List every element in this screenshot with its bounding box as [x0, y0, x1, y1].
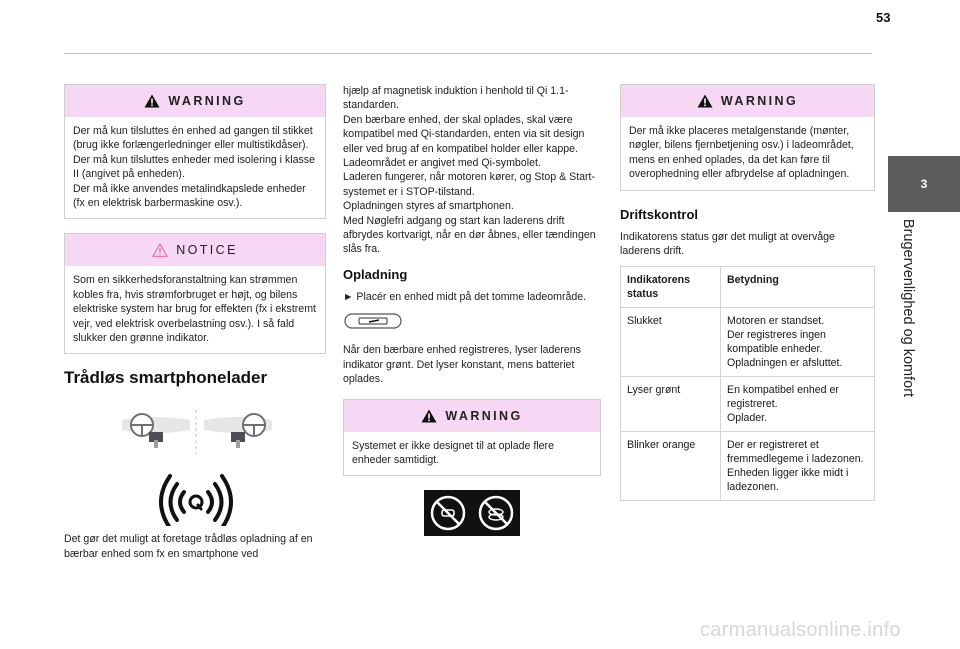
- meaning-cell: [721, 308, 875, 377]
- notice-text: Som en sikkerhedsforanstaltning kan strømmen kobles fra, hvis strømforbruget er højt, og bilens elektriske system har brug for effekten (fx i ekstremt vejr, ved elektrisk overbelastning osv.). I så fald slukker den grønne indikator.: [73, 274, 316, 345]
- dashboard-right-icon: [204, 414, 272, 448]
- table-header: Betydning: [721, 267, 875, 308]
- charging-pad-indicator: [343, 312, 601, 335]
- table-header: Indikatorens status: [621, 267, 721, 308]
- dashboard-left-icon: [122, 414, 190, 448]
- section-heading: Trådløs smartphonelader: [64, 368, 268, 388]
- prohibited-items-illustration: [343, 490, 601, 536]
- warning-text: Systemet er ikke designet til at oplade flere enheder samtidigt.: [352, 439, 554, 466]
- warning-header: [344, 400, 600, 432]
- warning-line: Der må ikke anvendes metalindkapslede enheder (fx en elektrisk barbermaskine osv.).: [73, 182, 306, 210]
- continuation-line: Ladeområdet er angivet med Qi-symbolet.: [343, 157, 541, 170]
- charging-pad-icon: [343, 312, 407, 330]
- qi-wireless-icon: [161, 476, 231, 526]
- meaning-line: Der er registreret et fremmedlegeme i ladezonen.: [727, 439, 864, 466]
- status-cell: Slukket: [621, 308, 721, 377]
- continuation-line: Laderen fungerer, når motoren kører, og Stop & Start-systemet er i STOP-tilstand.: [343, 171, 596, 198]
- warning-label: WARNING: [168, 94, 246, 108]
- continuation-line: Den bærbare enhed, der skal oplades, skal være kompatibel med Qi-standarden, enten via sit design eller ved brug af en kompatibel holder eller kappe.: [343, 113, 585, 155]
- meaning-line: Enheden ligger ikke midt i ladezonen.: [727, 467, 849, 494]
- table-header-row: [621, 267, 875, 308]
- notice-box: [64, 233, 326, 354]
- operation-intro: Indikatorens status gør det muligt at overvåge laderens drift.: [620, 230, 835, 258]
- watermark: carmanualsonline.info: [700, 619, 901, 641]
- dashboard-and-qi-symbol-illustration: [64, 396, 326, 526]
- meaning-line: Der registreres ingen kompatible enheder.: [727, 329, 826, 356]
- charging-heading: Opladning: [343, 266, 408, 282]
- notice-body: [65, 266, 325, 353]
- table-row: [621, 377, 875, 432]
- warning-icon: [144, 94, 160, 108]
- meaning-line: Motoren er standset.: [727, 315, 825, 328]
- meaning-line: Oplader.: [727, 412, 768, 425]
- meaning-line: Opladningen er afsluttet.: [727, 357, 843, 370]
- charging-detected-text: Når den bærbare enhed registreres, lyser laderens indikator grønt. Det lyser konstant, mens batteriet oplades.: [343, 344, 581, 386]
- warning-text: Der må ikke placeres metalgenstande (mønter, nøgler, bilens fjernbetjening osv.) i ladeområdet, mens en enhed oplades, da det kan føre til overophedning eller afbrydelse af opladningen.: [629, 125, 854, 181]
- warning-label: WARNING: [445, 408, 523, 423]
- warning-body: [621, 117, 874, 190]
- page-number: 53: [876, 10, 891, 25]
- table-row: [621, 432, 875, 501]
- notice-label: NOTICE: [176, 243, 238, 258]
- warning-header: [621, 85, 874, 117]
- warning-header: [65, 85, 325, 117]
- continuation-line: Med Nøglefri adgang og start kan laderens drift afbrydes kortvarigt, når en dør åbnes, eller tændingen slås fra.: [343, 214, 596, 256]
- status-table: [620, 266, 875, 501]
- meaning-cell: [721, 432, 875, 501]
- continuation-text: [343, 84, 601, 257]
- notice-icon: [152, 243, 168, 257]
- continuation-line: Opladningen styres af smartphonen.: [343, 200, 514, 213]
- column-2: [343, 84, 601, 536]
- meaning-cell: [721, 377, 875, 432]
- chapter-title: Brugervenlighed og komfort: [900, 218, 917, 398]
- no-coins-no-keys-icon: [424, 490, 520, 536]
- warning-box: [343, 399, 601, 477]
- warning-label: WARNING: [720, 94, 799, 108]
- warning-body: [344, 432, 600, 476]
- warning-body: [65, 117, 325, 218]
- charging-step: ► Placér en enhed midt på det tomme ladeområde.: [343, 290, 587, 303]
- warning-line: Der må kun tilsluttes enheder med isolering i klasse II (angivet på enheden).: [73, 153, 316, 181]
- status-cell: Blinker orange: [621, 432, 721, 501]
- column-3: [620, 84, 875, 501]
- charger-illustration: [64, 396, 326, 526]
- intro-text: Det gør det muligt at foretage trådløs opladning af en bærbar enhed som fx en smartphone ved: [64, 533, 313, 560]
- warning-line: Der må kun tilsluttes én enhed ad gangen til stikket (brug ikke forlængerledninger eller multistikdåser).: [73, 125, 313, 152]
- notice-header: [65, 234, 325, 266]
- warning-box: [64, 84, 326, 219]
- chapter-number: 3: [920, 177, 928, 191]
- chapter-tab[interactable]: [888, 156, 960, 212]
- continuation-line: hjælp af magnetisk induktion i henhold til Qi 1.1-standarden.: [343, 85, 569, 112]
- warning-box: [620, 84, 875, 191]
- table-row: [621, 308, 875, 377]
- column-1: [64, 84, 326, 561]
- meaning-line: En kompatibel enhed er registreret.: [727, 384, 839, 411]
- warning-icon: [421, 409, 437, 423]
- status-cell: Lyser grønt: [621, 377, 721, 432]
- top-rule: [64, 53, 872, 54]
- operation-heading: Driftskontrol: [620, 206, 698, 222]
- warning-icon: [697, 94, 713, 108]
